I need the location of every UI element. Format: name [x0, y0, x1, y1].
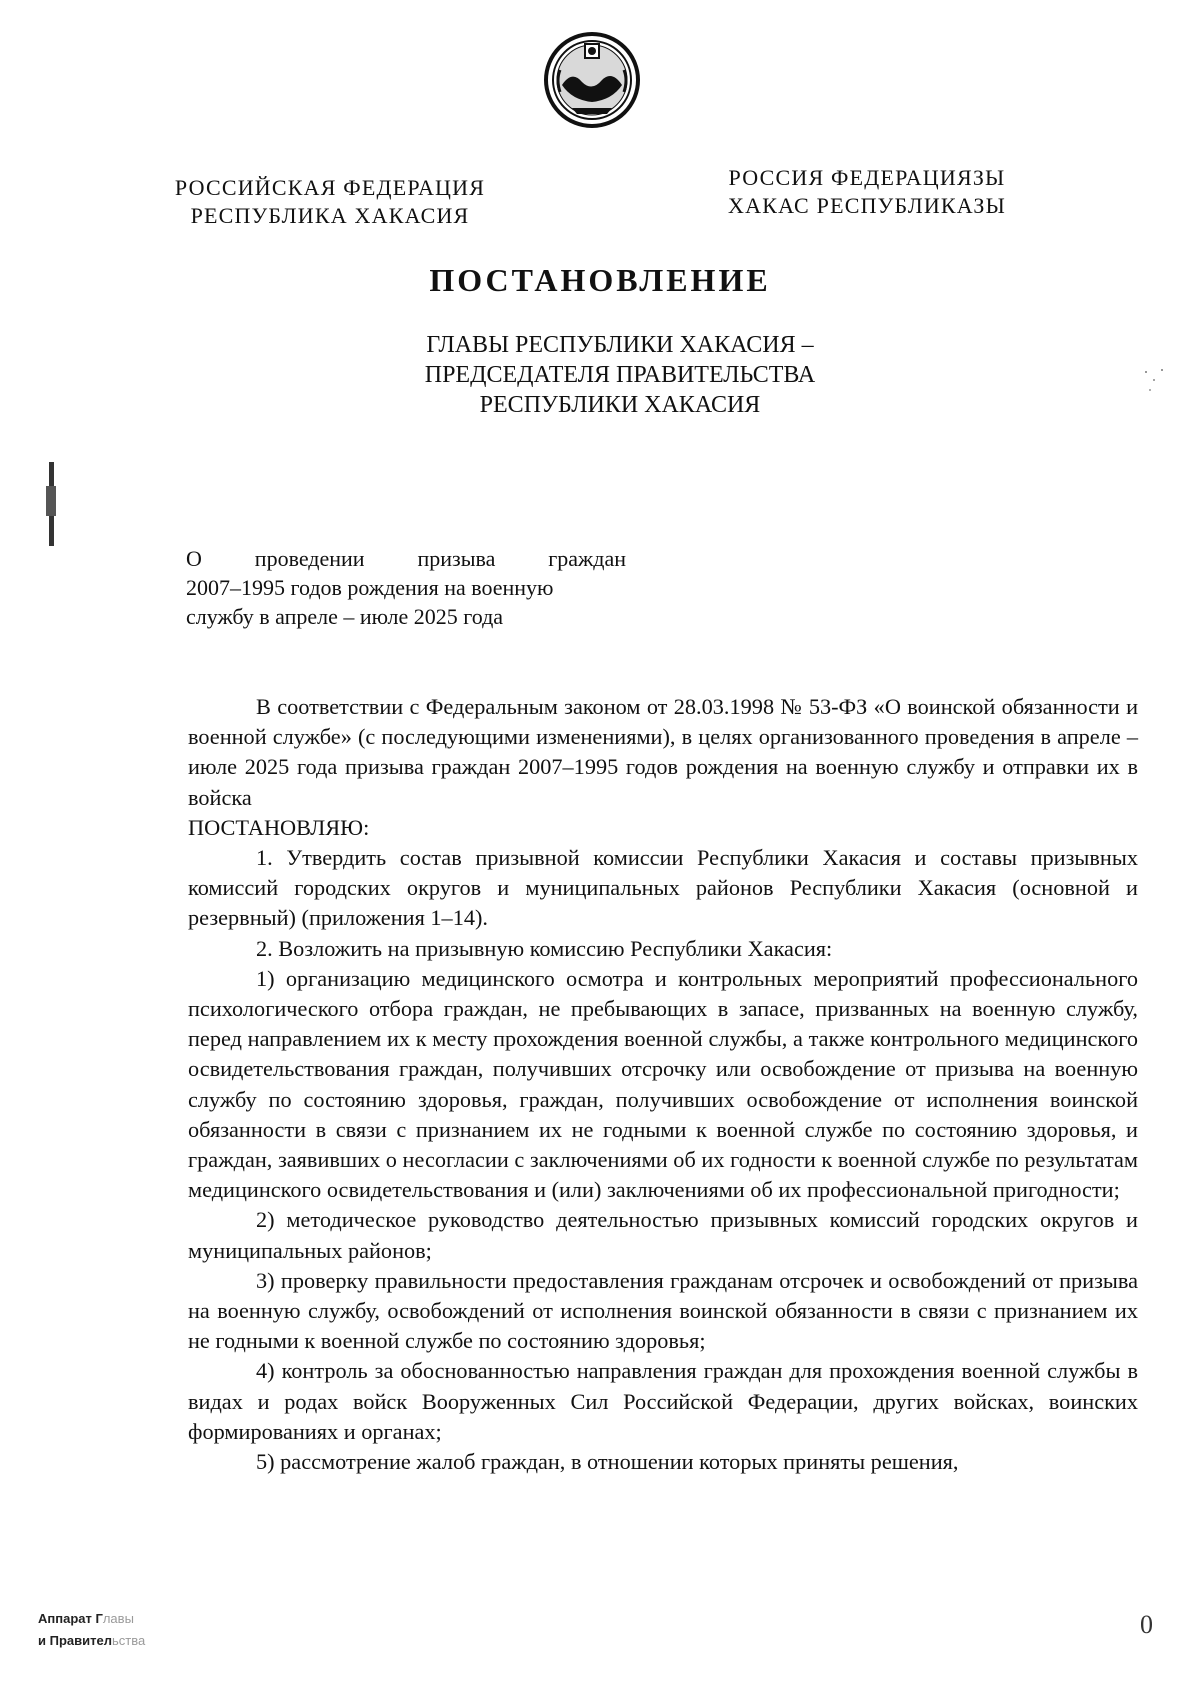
subject-block [186, 544, 626, 631]
document-body [188, 692, 1138, 1477]
item-1: 1. Утвердить состав призывной комиссии Республики Хакасия и составы призывных комиссий городских округов и муниципальных районов Республики Хакасия (основной и резервный) (приложения 1–14). [188, 845, 1138, 931]
coat-of-arms-icon [542, 30, 642, 130]
scan-margin-mark [42, 456, 62, 552]
stamp-line-1-faint: лавы [102, 1611, 134, 1626]
subject-line-1: О проведении призыва граждан [186, 546, 626, 571]
sub-item-5: 5) рассмотрение жалоб граждан, в отношении которых приняты решения, [256, 1449, 959, 1475]
sub-item-4: 4) контроль за обоснованностью направления граждан для прохождения военной службы в видах и родах войск Вооруженных Сил Российской Федерации, других войсках, воинских формированиях и органах; [188, 1358, 1138, 1444]
issuer-line-2: ПРЕДСЕДАТЕЛЯ ПРАВИТЕЛЬСТВА [424, 362, 816, 388]
subject-line-3: службу в апреле – июле 2025 года [186, 604, 504, 629]
sub-item-2: 2) методическое руководство деятельностью призывных комиссий городских округов и муниципальных районов; [188, 1207, 1138, 1263]
header-left [150, 174, 510, 230]
page-number: 0 [1140, 1610, 1153, 1639]
stamp-line-2-faint: ьства [111, 1633, 146, 1648]
issuer-line-1: ГЛАВЫ РЕСПУБЛИКИ ХАКАСИЯ – [426, 332, 814, 358]
item-2: 2. Возложить на призывную комиссию Республики Хакасия: [256, 935, 833, 961]
header-right-line-2: ХАКАС РЕСПУБЛИКАЗЫ [728, 193, 1006, 218]
sub-item-3: 3) проверку правильности предоставления гражданам отсрочек и освобождений от призыва на военную службу, освобождений от исполнения воинской обязанности в связи с признанием их не годными к военной службе по состоянию здоровья; [188, 1267, 1138, 1354]
document-type-title [0, 262, 1200, 299]
decree-word: ПОСТАНОВЛЯЮ: [188, 814, 370, 840]
stamp-line-1: Аппарат Г [38, 1611, 103, 1626]
document-type-text: ПОСТАНОВЛЕНИЕ [429, 262, 771, 298]
header-right-line-1: РОССИЯ ФЕДЕРАЦИЯЗЫ [728, 165, 1006, 190]
stamp-line-2: и Правител [38, 1633, 112, 1648]
office-stamp [38, 1608, 145, 1652]
intro-paragraph: В соответствии с Федеральным законом от 28.03.1998 № 53-ФЗ «О воинской обязанности и военной службе» (с последующими изменениями), в целях организованного проведения в апреле – июле 2025 года призыва граждан 2007–1995 годов рождения на военную службу и отправки их в войска [188, 694, 1138, 810]
issuer-block [340, 330, 900, 420]
sub-item-1: 1) организацию медицинского осмотра и контрольных мероприятий профессионального психологического отбора граждан, не пребывающих в запасе, призванных на военную службу, перед направлением их к месту прохождения военной службы, а также контрольного медицинского освидетельствования граждан, получивших отсрочку или освобождение от призыва на военную службу по состоянию здоровья, граждан, получивших освобождение от исполнения воинской обязанности в связи с признанием их не годными к военной службе по состоянию здоровья, и граждан, заявивших о несогласии с заключениями об их годности к военной службе по результатам медицинского освидетельствования и (или) заключениями об их профессиональной пригодности; [188, 965, 1138, 1203]
header-right [702, 164, 1032, 220]
scan-speckles [1140, 362, 1170, 402]
header-left-line-2: РЕСПУБЛИКА ХАКАСИЯ [190, 203, 470, 228]
header-left-line-1: РОССИЙСКАЯ ФЕДЕРАЦИЯ [174, 175, 486, 200]
subject-line-2: 2007–1995 годов рождения на военную [186, 575, 554, 600]
issuer-line-3: РЕСПУБЛИКИ ХАКАСИЯ [479, 392, 761, 418]
